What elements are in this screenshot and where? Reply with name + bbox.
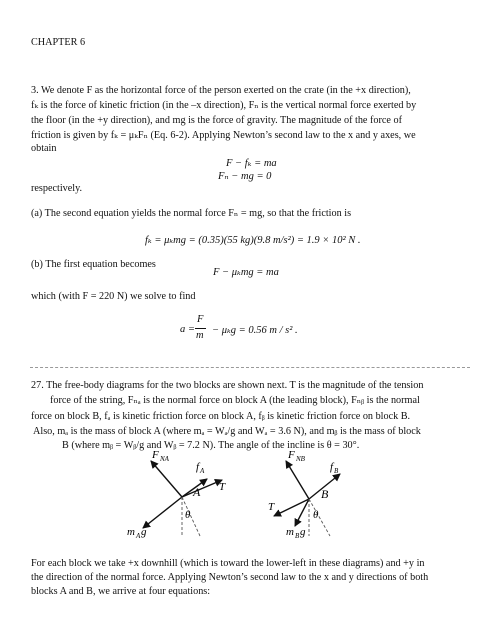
p3-line-5: obtain bbox=[31, 143, 57, 154]
label-normal-a: F bbox=[152, 449, 159, 461]
fraction-denominator: m bbox=[196, 330, 204, 341]
p3-equation-2: Fₙ − mg = 0 bbox=[218, 171, 272, 182]
label-weight-b-g: g bbox=[300, 526, 306, 538]
section-divider bbox=[30, 367, 470, 368]
label-angle-b: θ bbox=[313, 509, 319, 521]
closing-line-2: the direction of the normal force. Applying Newton’s second law to the x and y directions of both bbox=[31, 572, 429, 583]
tension-b-arrow bbox=[274, 499, 309, 516]
label-friction-b: f bbox=[330, 461, 334, 473]
label-friction-a-sub: A bbox=[200, 467, 205, 475]
part-b-equation: F − μₖmg = ma bbox=[213, 267, 279, 278]
p3-equation-1: F − fₖ = ma bbox=[226, 158, 277, 169]
part-b-text: (b) The first equation becomes bbox=[31, 259, 156, 270]
part-b-text-2: which (with F = 220 N) we solve to find bbox=[31, 291, 196, 302]
diagram-block-b bbox=[268, 449, 340, 538]
part-a-text: (a) The second equation yields the normal force Fₙ = mg, so that the friction is bbox=[31, 208, 352, 219]
label-block-b: B bbox=[321, 487, 329, 501]
p27-line-3: force on block B, fₐ is kinetic friction force on block A, fᵦ is kinetic friction force on block B. bbox=[31, 411, 411, 422]
label-block-a: A bbox=[193, 485, 201, 499]
label-tension-b: T bbox=[268, 501, 275, 513]
label-normal-a-sub: NA bbox=[160, 455, 169, 463]
free-body-diagrams bbox=[0, 448, 495, 538]
fraction-numerator: F bbox=[197, 314, 204, 325]
label-weight-a-g: g bbox=[141, 526, 147, 538]
label-friction-b-sub: B bbox=[334, 467, 339, 475]
p27-line-1: 27. The free-body diagrams for the two blocks are shown next. T is the magnitude of the tension bbox=[31, 380, 424, 391]
normal-force-a-arrow bbox=[151, 461, 182, 497]
label-weight-a-sub: A bbox=[136, 532, 141, 538]
closing-line-3: blocks A and B, we arrive at four equations: bbox=[31, 586, 211, 597]
p3-line-4: friction is given by fₖ = μₖFₙ (Eq. 6-2). Applying Newton’s second law to the x and y axes, we bbox=[31, 130, 416, 141]
label-weight-a: m bbox=[127, 526, 135, 538]
p27-line-4: Also, mₐ is the mass of block A (where mₐ = Wₐ/g and Wₐ = 3.6 N), and mᵦ is the mass of block bbox=[33, 426, 421, 437]
normal-force-b-arrow bbox=[286, 461, 309, 499]
label-normal-b: F bbox=[288, 449, 295, 461]
label-friction-a: f bbox=[196, 461, 200, 473]
fraction-bar bbox=[195, 328, 206, 329]
p3-line-2: fₖ is the force of kinetic friction (in the –x direction), Fₙ is the vertical normal force exerted by bbox=[31, 100, 417, 111]
fraction-lhs: a = bbox=[180, 324, 195, 335]
label-weight-b: m bbox=[286, 526, 294, 538]
part-a-equation: fₖ = μₖmg = (0.35)(55 kg)(9.8 m/s²) = 1.9 × 10² N . bbox=[145, 235, 361, 246]
label-angle-a: θ bbox=[185, 509, 191, 521]
closing-line-1: For each block we take +x downhill (which is toward the lower-left in these diagrams) and +y in bbox=[31, 558, 425, 569]
p27-line-2: force of the string, Fₙₐ is the normal force on block A (the leading block), Fₙᵦ is the normal bbox=[50, 395, 420, 406]
diagram-block-a bbox=[127, 449, 226, 538]
p3-line-1: 3. We denote F as the horizontal force of the person exerted on the crate (in the +x direction), bbox=[31, 85, 411, 96]
p3-respectively: respectively. bbox=[31, 183, 83, 194]
label-tension-a: T bbox=[219, 481, 226, 493]
p3-line-3: the floor (in the +y direction), and mg is the force of gravity. The magnitude of the force of bbox=[31, 115, 402, 126]
weight-a-arrow bbox=[143, 497, 182, 528]
fraction-rhs: − μₖg = 0.56 m / s² . bbox=[212, 325, 298, 336]
label-weight-b-sub: B bbox=[295, 532, 300, 538]
label-normal-b-sub: NB bbox=[296, 455, 305, 463]
chapter-heading: CHAPTER 6 bbox=[31, 37, 86, 48]
p27-line-5: B (where mᵦ = Wᵦ/g and Wᵦ = 7.2 N). The angle of the incline is θ = 30°. bbox=[62, 440, 360, 451]
